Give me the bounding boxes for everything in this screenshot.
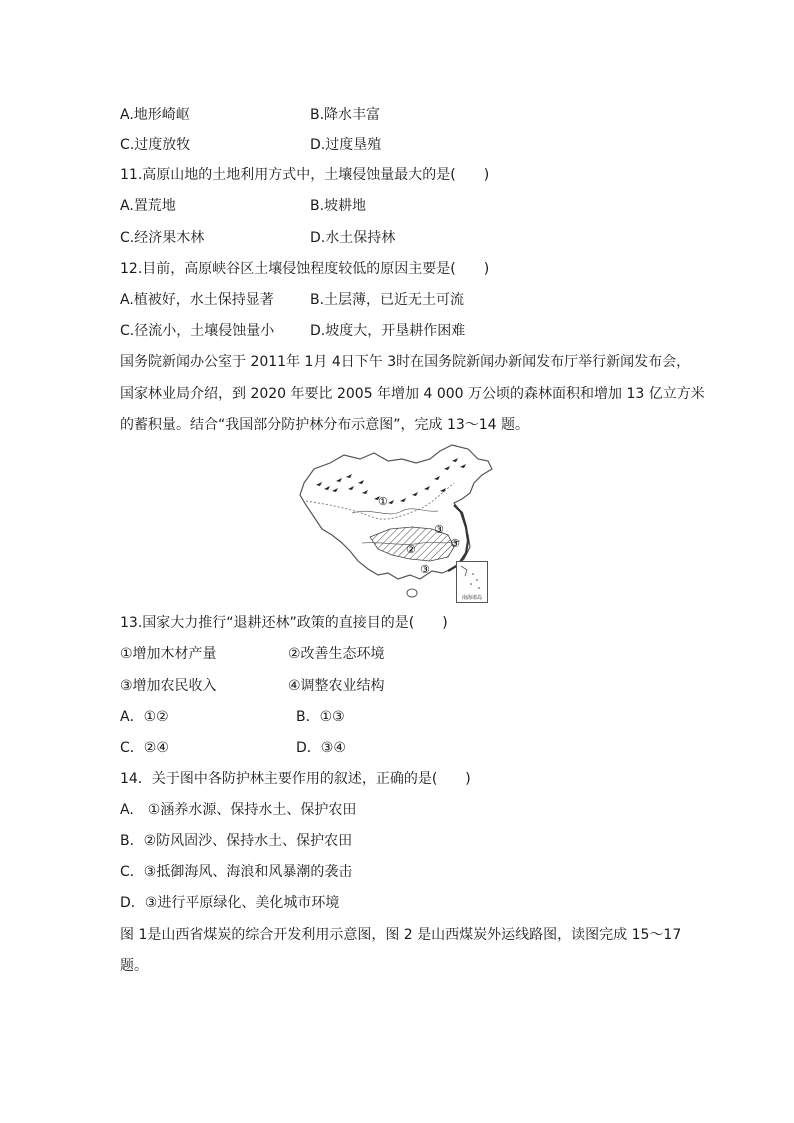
q12-option-a: A.植被好，水土保持显著 (120, 292, 274, 308)
q10-option-a: A.地形崎岖 (120, 107, 190, 123)
q13-option-c: C．②④ (120, 740, 169, 756)
hainan-island (407, 589, 417, 597)
q11-option-c: C.经济果木林 (120, 230, 205, 246)
q13-option-a: A．①② (120, 709, 169, 725)
q13-statement-3: ③增加农民收入 (120, 678, 217, 694)
intro2-line2: 题。 (120, 958, 148, 974)
intro1-line2: 国家林业局介绍，到 2020 年要比 2005 年增加 4 000 万公顷的森林面积和增加 13 亿立方米 (120, 386, 705, 402)
q14-option-b: B．②防风固沙、保持水土、保护农田 (120, 833, 353, 849)
q10-option-b: B.降水丰富 (310, 107, 381, 123)
south-china-sea-inset (456, 561, 488, 603)
map-label-3b: ③ (450, 537, 460, 550)
q13-statement-1: ①增加木材产量 (120, 646, 217, 662)
q11-option-d: D.水土保持林 (310, 230, 396, 246)
q12-option-d: D.坡度大，开垦耕作困难 (310, 323, 466, 339)
q14-option-a: A. ①涵养水源、保持水土、保护农田 (120, 802, 357, 818)
q11-option-a: A.置荒地 (120, 198, 176, 214)
q10-option-c: C.过度放牧 (120, 137, 191, 153)
q14-option-c: C．③抵御海风、海浪和风暴潮的袭击 (120, 864, 353, 880)
map-label-3a: ③ (434, 523, 444, 536)
q12-option-c: C.径流小，土壤侵蚀量小 (120, 323, 275, 339)
map-label-1: ① (378, 495, 388, 508)
q12-stem: 12.目前，高原峡谷区土壤侵蚀程度较低的原因主要是( ) (120, 261, 490, 277)
inset-label: 南海诸岛 (461, 595, 482, 601)
q12-option-b: B.土层薄，已近无土可流 (310, 292, 465, 308)
map-label-2: ② (406, 543, 416, 556)
map-label-3c: ③ (420, 563, 430, 576)
q13-option-b: B．①③ (296, 709, 345, 725)
q11-option-b: B.坡耕地 (310, 198, 367, 214)
q13-statement-2: ②改善生态环境 (288, 646, 385, 662)
intro1-line1: 国务院新闻办公室于 2011年 1月 4日下午 3时在国务院新闻办新闻发布厅举行新闻发布会， (120, 354, 691, 370)
q13-stem: 13.国家大力推行“退耕还林”政策的直接目的是( ) (120, 615, 448, 631)
inset-islands (457, 562, 487, 594)
q10-option-d: D.过度垦殖 (310, 137, 382, 153)
intro1-line3: 的蓄积量。结合“我国部分防护林分布示意图”，完成 13～14 题。 (120, 417, 530, 433)
intro2-line1: 图 1是山西省煤炭的综合开发利用示意图，图 2 是山西煤炭外运线路图，读图完成 15～17 (120, 927, 682, 943)
q14-option-d: D．③进行平原绿化、美化城市环境 (120, 895, 340, 911)
q11-stem: 11.高原山地的土地利用方式中，土壤侵蚀量最大的是( ) (120, 167, 490, 183)
q13-statement-4: ④调整农业结构 (288, 678, 385, 694)
q14-stem: 14．关于图中各防护林主要作用的叙述，正确的是( ) (120, 771, 471, 787)
q13-option-d: D．③④ (296, 740, 346, 756)
